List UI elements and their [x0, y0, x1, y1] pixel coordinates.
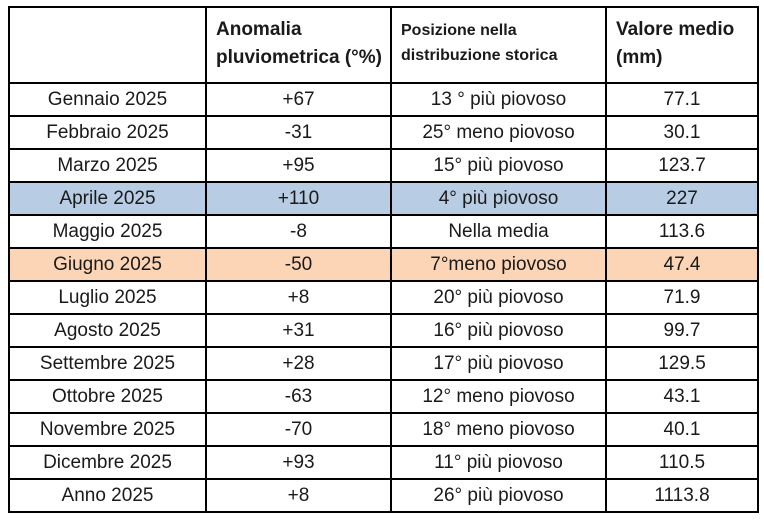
cell-value: 110.5	[606, 446, 758, 479]
cell-value: 129.5	[606, 347, 758, 380]
cell-position: 18° meno piovoso	[391, 413, 606, 446]
cell-position: 25° meno piovoso	[391, 116, 606, 149]
cell-position: 20° più piovoso	[391, 281, 606, 314]
table-row	[9, 380, 758, 413]
cell-anomaly: +8	[206, 281, 391, 314]
table-row	[9, 215, 758, 248]
rainfall-table-container	[8, 6, 759, 513]
cell-value: 30.1	[606, 116, 758, 149]
table-row	[9, 182, 758, 215]
cell-month: Agosto 2025	[9, 314, 206, 347]
table-row	[9, 116, 758, 149]
rainfall-anomaly-table	[8, 6, 759, 513]
cell-position: 13 ° più piovoso	[391, 83, 606, 116]
table-row	[9, 281, 758, 314]
cell-month: Aprile 2025	[9, 182, 206, 215]
cell-month: Giugno 2025	[9, 248, 206, 281]
cell-anomaly: -63	[206, 380, 391, 413]
cell-value: 47.4	[606, 248, 758, 281]
cell-position: 17° più piovoso	[391, 347, 606, 380]
cell-anomaly: -31	[206, 116, 391, 149]
cell-month: Luglio 2025	[9, 281, 206, 314]
cell-anomaly: -8	[206, 215, 391, 248]
cell-value: 1113.8	[606, 479, 758, 512]
column-header-month	[9, 7, 206, 83]
cell-anomaly: -70	[206, 413, 391, 446]
cell-anomaly: -50	[206, 248, 391, 281]
column-header-value: Valore medio (mm)	[606, 7, 758, 83]
cell-anomaly: +28	[206, 347, 391, 380]
cell-position: 26° più piovoso	[391, 479, 606, 512]
cell-value: 71.9	[606, 281, 758, 314]
cell-anomaly: +8	[206, 479, 391, 512]
cell-anomaly: +31	[206, 314, 391, 347]
column-header-position: Posizione nella distribuzione storica	[391, 7, 606, 83]
column-header-anomaly: Anomalia pluviometrica (°%)	[206, 7, 391, 83]
cell-position: 15° più piovoso	[391, 149, 606, 182]
cell-month: Febbraio 2025	[9, 116, 206, 149]
table-row	[9, 413, 758, 446]
cell-month: Novembre 2025	[9, 413, 206, 446]
cell-month: Marzo 2025	[9, 149, 206, 182]
cell-month: Settembre 2025	[9, 347, 206, 380]
cell-month: Dicembre 2025	[9, 446, 206, 479]
cell-position: 12° meno piovoso	[391, 380, 606, 413]
cell-anomaly: +110	[206, 182, 391, 215]
cell-anomaly: +93	[206, 446, 391, 479]
cell-value: 123.7	[606, 149, 758, 182]
cell-value: 227	[606, 182, 758, 215]
cell-value: 77.1	[606, 83, 758, 116]
table-row	[9, 479, 758, 512]
table-row	[9, 314, 758, 347]
cell-month: Maggio 2025	[9, 215, 206, 248]
cell-value: 43.1	[606, 380, 758, 413]
cell-anomaly: +95	[206, 149, 391, 182]
table-row	[9, 446, 758, 479]
cell-value: 40.1	[606, 413, 758, 446]
cell-anomaly: +67	[206, 83, 391, 116]
cell-value: 99.7	[606, 314, 758, 347]
cell-value: 113.6	[606, 215, 758, 248]
cell-month: Gennaio 2025	[9, 83, 206, 116]
table-row	[9, 83, 758, 116]
table-row	[9, 149, 758, 182]
cell-position: 4° più piovoso	[391, 182, 606, 215]
cell-position: Nella media	[391, 215, 606, 248]
cell-position: 11° più piovoso	[391, 446, 606, 479]
header-row	[9, 7, 758, 83]
cell-position: 7°meno piovoso	[391, 248, 606, 281]
cell-month: Ottobre 2025	[9, 380, 206, 413]
cell-month: Anno 2025	[9, 479, 206, 512]
table-row	[9, 347, 758, 380]
table-row	[9, 248, 758, 281]
cell-position: 16° più piovoso	[391, 314, 606, 347]
